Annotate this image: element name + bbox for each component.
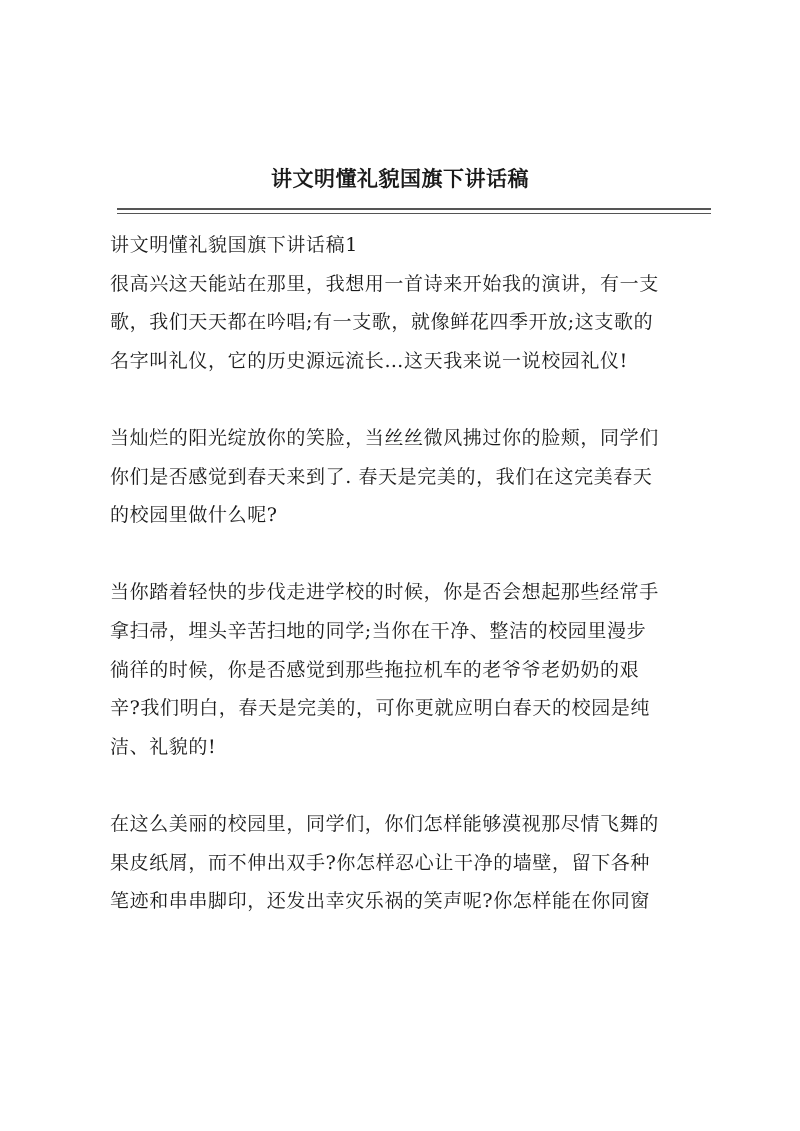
paragraph-spacer [110,766,710,805]
paragraph-1 [110,265,710,381]
paragraph-line: 徜徉的时候，你是否感觉到那些拖拉机车的老爷爷老奶奶的艰 [110,658,640,681]
paragraph-line: 名字叫礼仪，它的历史源远流长…这天我来说一说校园礼仪! [110,349,628,372]
paragraph-line: 洁、礼貌的! [110,735,217,758]
paragraph-4 [110,805,710,921]
paragraph-line: 你们是否感觉到春天来到了. 春天是完美的，我们在这完美春天 [110,465,653,488]
paragraph-line: 笔迹和串串脚印，还发出幸灾乐祸的笑声呢?你怎样能在你同窗 [110,890,650,913]
document-title: 讲文明懂礼貌国旗下讲话稿 [271,166,529,191]
paragraph-line: 拿扫帚，埋头辛苦扫地的同学;当你在干净、整洁的校园里漫步 [110,619,647,642]
paragraph-line: 的校园里做什么呢? [110,504,278,527]
title-divider [117,208,711,210]
paragraph-spacer [110,535,710,574]
paragraph-line: 果皮纸屑，而不伸出双手?你怎样忍心让干净的墙壁，留下各种 [110,851,650,874]
document-body [110,226,710,921]
paragraph-2 [110,419,710,535]
paragraph-line: 很高兴这天能站在那里，我想用一首诗来开始我的演讲，有一支 [110,272,659,295]
paragraph-line: 歌，我们天天都在吟唱;有一支歌，就像鲜花四季开放;这支歌的 [110,311,654,334]
paragraph-spacer [110,380,710,419]
paragraph-line: 当你踏着轻快的步伐走进学校的时候，你是否会想起那些经常手 [110,581,659,604]
paragraph-line: 在这么美丽的校园里，同学们，你们怎样能够漠视那尽情飞舞的 [110,812,659,835]
section-heading: 讲文明懂礼貌国旗下讲话稿1 [110,234,358,256]
title-divider-thin [117,213,711,214]
paragraph-line: 当灿烂的阳光绽放你的笑脸，当丝丝微风拂过你的脸颊，同学们 [110,426,659,449]
paragraph-line: 辛?我们明白，春天是完美的，可你更就应明白春天的校园是纯 [110,697,650,720]
paragraph-3 [110,573,710,766]
